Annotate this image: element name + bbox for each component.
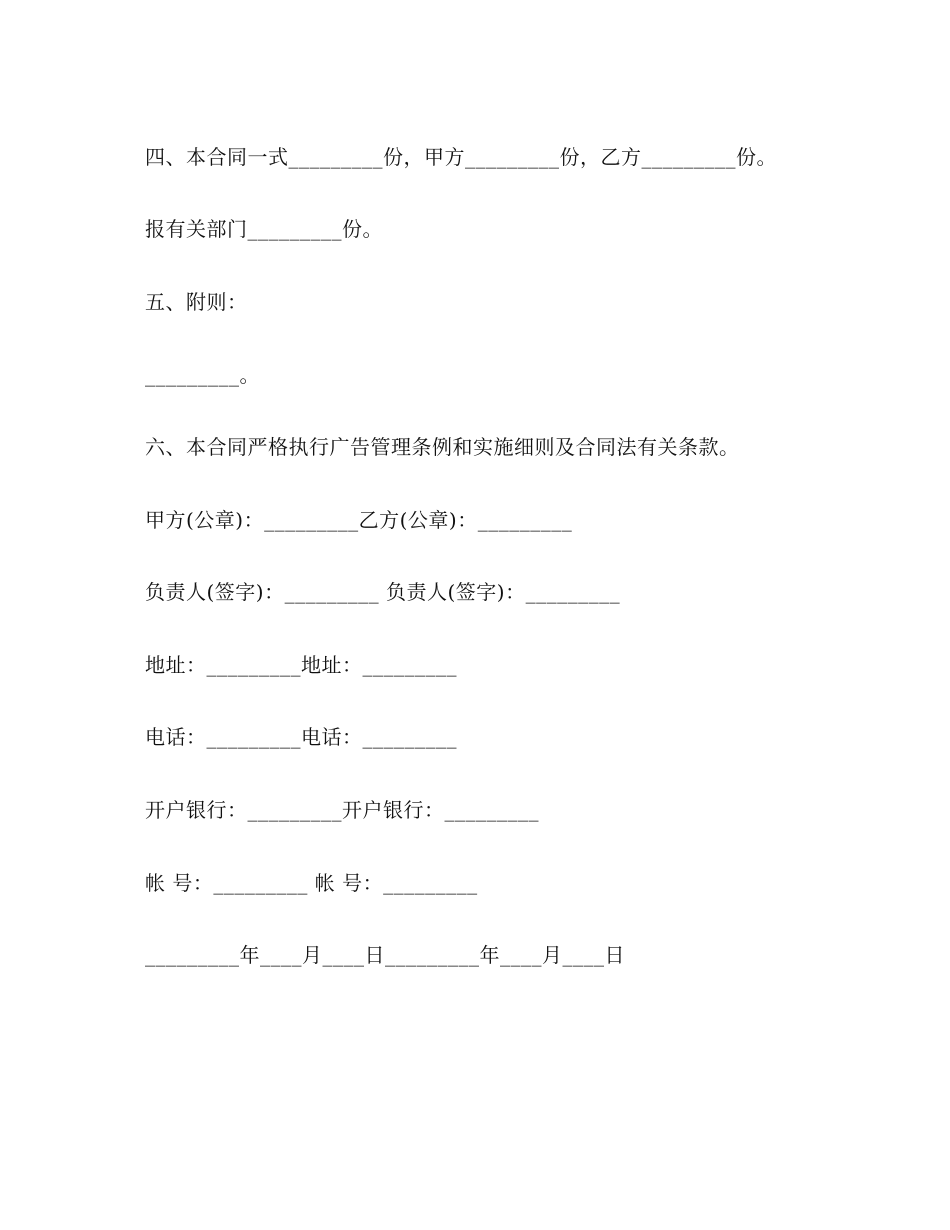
account-number-line: 帐 号：_________ 帐 号：_________	[145, 871, 478, 895]
clause-five-heading: 五、附则：	[145, 290, 248, 314]
phone-line: 电话：_________电话：_________	[145, 725, 457, 749]
clause-four-copies: 四、本合同一式_________份，甲方_________份，乙方_________份。	[145, 145, 777, 169]
clause-five-blank: _________。	[145, 363, 260, 387]
clause-six: 六、本合同严格执行广告管理条例和实施细则及合同法有关条款。	[145, 435, 740, 459]
address-line: 地址：_________地址：_________	[145, 653, 457, 677]
responsible-person-line: 负责人(签字)：_________ 负责人(签字)：_________	[145, 580, 621, 604]
date-line: _________年____月____日_________年____月____日	[145, 943, 625, 967]
clause-four-department-copies: 报有关部门_________份。	[145, 217, 383, 241]
bank-line: 开户银行：_________开户银行：_________	[145, 798, 539, 822]
party-seal-line: 甲方(公章)：_________乙方(公章)：_________	[145, 508, 573, 532]
